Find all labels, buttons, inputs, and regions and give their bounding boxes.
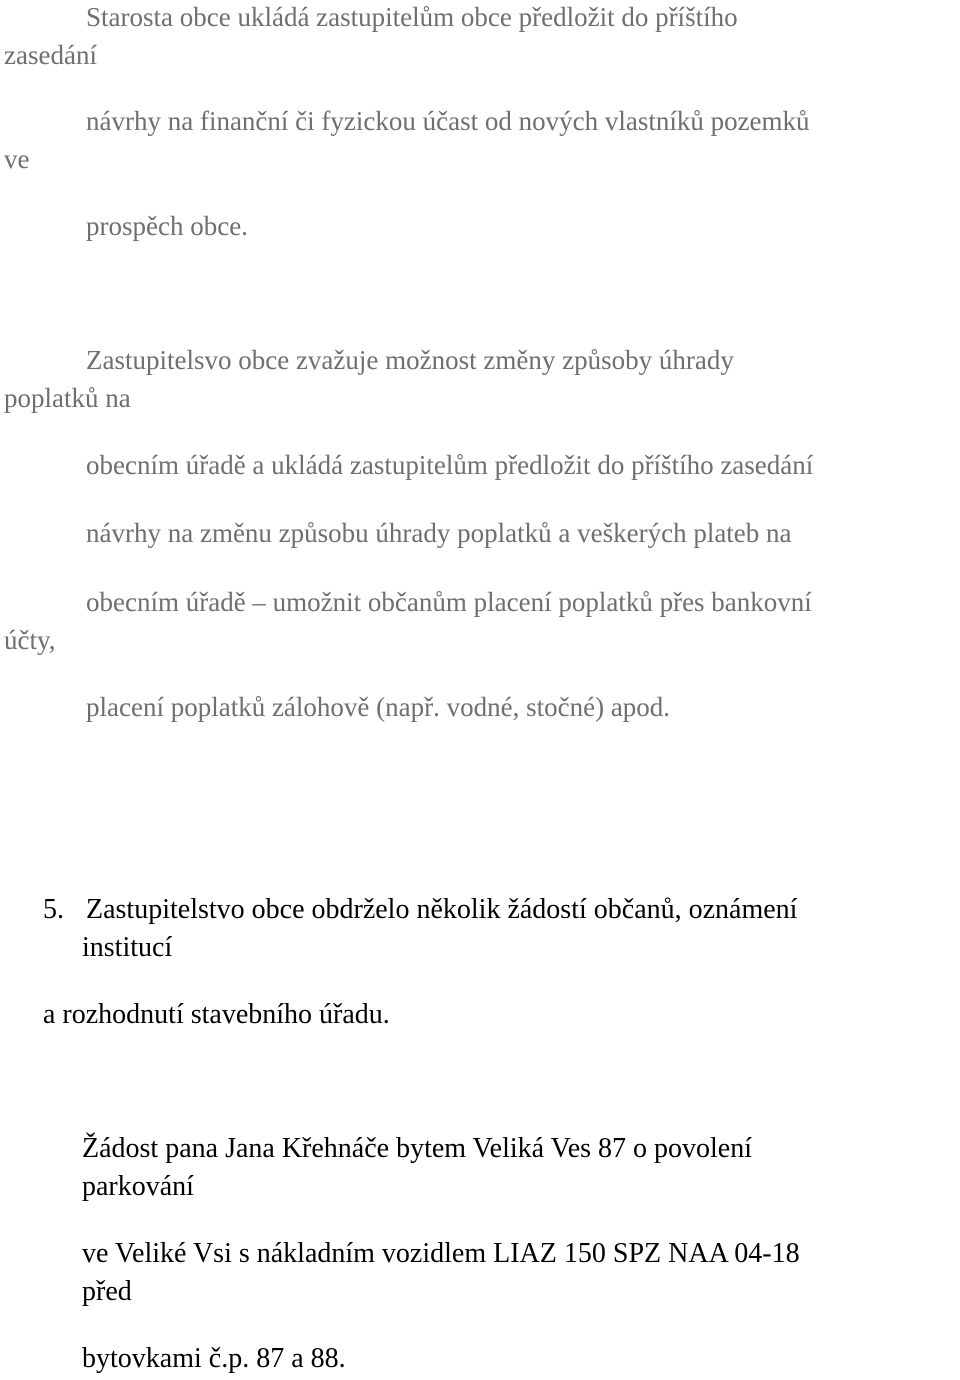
text-line: obecním úřadě a ukládá zastupitelům předložit do příštího zasedání (86, 450, 814, 480)
text-line: Starosta obce ukládá zastupitelům obce předložit do příštího (86, 2, 738, 32)
text-line: ve (4, 144, 30, 174)
text-line: prospěch obce. (86, 211, 248, 241)
text-line: parkování (82, 1171, 194, 1202)
text-line: placení poplatků zálohově (např. vodné, stočné) apod. (86, 692, 671, 722)
text-line: a rozhodnutí stavebního úřadu. (43, 999, 390, 1030)
text-line: Zastupitelsvo obce zvažuje možnost změny způsoby úhrady (86, 345, 734, 375)
text-line: návrhy na finanční či fyzickou účast od nových vlastníků pozemků (86, 106, 810, 136)
text-line: ve Veliké Vsi s nákladním vozidlem LIAZ 150 SPZ NAA 04-18 (82, 1238, 800, 1269)
text-line: Zastupitelstvo obce obdrželo několik žádostí občanů, oznámení (86, 894, 798, 925)
text-line: účty, (4, 625, 56, 655)
section-number: 5. (43, 894, 64, 925)
text-line: před (82, 1276, 132, 1307)
text-line: bytovkami č.p. 87 a 88. (82, 1343, 346, 1374)
text-line: Žádost pana Jana Křehnáče bytem Veliká Ves 87 o povolení (82, 1133, 753, 1164)
text-line: institucí (82, 932, 173, 963)
text-line: obecním úřadě – umožnit občanům placení poplatků přes bankovní (86, 587, 812, 617)
text-line: návrhy na změnu způsobu úhrady poplatků a veškerých plateb na (86, 518, 792, 548)
text-line: poplatků na (4, 383, 131, 413)
text-line: zasedání (4, 40, 97, 70)
